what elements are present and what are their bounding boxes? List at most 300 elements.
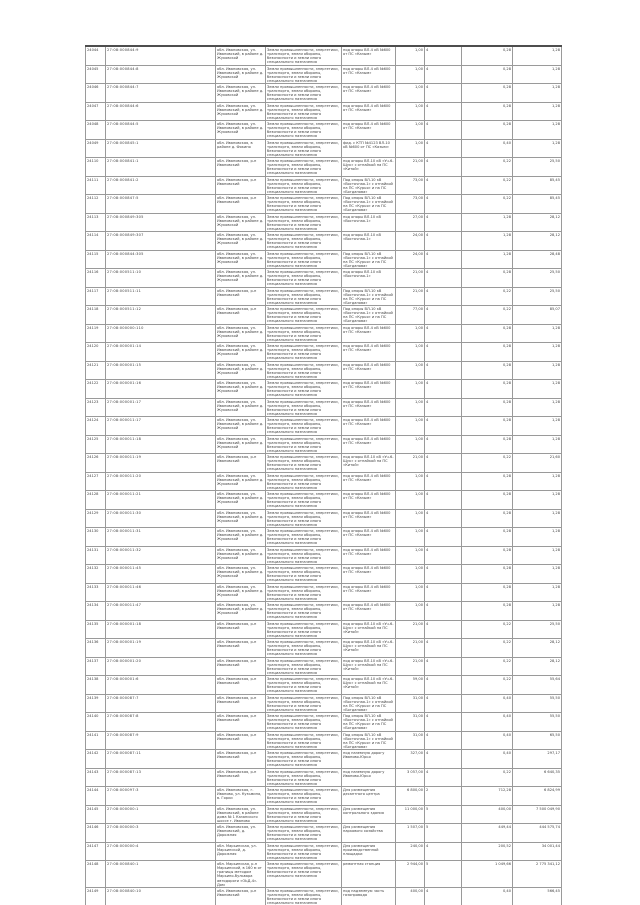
cell-code: 4 — [425, 65, 462, 84]
cell-location: обл. Ивановская, ул. Ивановский, в районе д. Жуковской — [216, 565, 266, 584]
cell-payment: 0,28 — [462, 398, 513, 417]
cell-permitted-use: фид. с КТП №4123 ВЛ-10 кВ №600 от ПС «Казым» — [342, 139, 396, 158]
table-row — [86, 509, 562, 528]
cell-code: 4 — [425, 676, 462, 695]
cell-area: 59,00 — [396, 676, 425, 695]
cell-total: 6 640,35 — [513, 768, 562, 787]
cell-area: 77,00 — [396, 306, 425, 325]
table-row — [86, 417, 562, 436]
cell-total: 28,48 — [513, 250, 562, 269]
table-body — [86, 46, 562, 905]
cell-total: 566,45 — [513, 887, 562, 905]
cell-permitted-use: под надземную часть газопровода — [342, 887, 396, 905]
cell-row-id: 24146 — [86, 824, 106, 843]
cell-location: обл. Ивановская, р-н Ивановский — [216, 195, 266, 214]
cell-land-category: Земли промышленности, энергетики, транспорта, земли обороны, безопасности и земли иного специального назначения — [266, 787, 342, 806]
cell-cadastral-number: 27:08:000001:20 — [106, 657, 216, 676]
cell-payment: 0,22 — [462, 657, 513, 676]
cell-location: обл. Ивановская, ул. Ивановский, в районе д. Жуковской — [216, 102, 266, 121]
table-row — [86, 65, 562, 84]
cell-payment: 0,28 — [462, 602, 513, 621]
cell-code: 4 — [425, 565, 462, 584]
cell-payment: 0,40 — [462, 750, 513, 769]
cell-row-id: 24127 — [86, 472, 106, 491]
cell-row-id: 24145 — [86, 805, 106, 824]
cell-permitted-use: Для размещения паркового хозяйства — [342, 824, 396, 843]
cell-payment: 0,28 — [462, 46, 513, 65]
table-row — [86, 602, 562, 621]
cell-land-category: Земли промышленности, энергетики, транспорта, земли обороны, безопасности и земли иного специального назначения — [266, 435, 342, 454]
cell-permitted-use: под опоры ВЛ-4 кВ №600 от ПС «Казым» — [342, 65, 396, 84]
cell-area: 1,00 — [396, 46, 425, 65]
cell-area: 1,00 — [396, 472, 425, 491]
table-row — [86, 787, 562, 806]
cell-land-category: Земли промышленности, энергетики, транспорта, земли обороны, безопасности и земли иного специального назначения — [266, 824, 342, 843]
cell-location: обл. Ивановская, р-н Ивановский — [216, 657, 266, 676]
cell-payment: 0,22 — [462, 287, 513, 306]
cell-land-category: Земли промышленности, энергетики, транспорта, земли обороны, безопасности и земли иного специального назначения — [266, 139, 342, 158]
cell-cadastral-number: 27:08:000841:2 — [106, 176, 216, 195]
table-row — [86, 176, 562, 195]
cell-row-id: 24138 — [86, 676, 106, 695]
cell-location: обл. Ивановская, р-н Ивановский — [216, 676, 266, 695]
cell-permitted-use: ремонтная станция — [342, 861, 396, 888]
cell-land-category: Земли промышленности, энергетики, транспорта, земли обороны, безопасности и земли иного специального назначения — [266, 842, 342, 861]
cell-land-category: Земли промышленности, энергетики, транспорта, земли обороны, безопасности и земли иного специального назначения — [266, 639, 342, 658]
cell-cadastral-number: 27:08:000001:15 — [106, 361, 216, 380]
cell-payment: 1,28 — [462, 213, 513, 232]
cell-total: 1,28 — [513, 343, 562, 362]
cell-permitted-use: под опоры ВЛ-4 кВ №600 от ПС «Казым» — [342, 324, 396, 343]
cell-area: 1,00 — [396, 361, 425, 380]
cell-payment: 200,52 — [462, 842, 513, 861]
cell-area: 1 507,00 — [396, 824, 425, 843]
cell-area: 1,00 — [396, 324, 425, 343]
cell-cadastral-number: 27:08:000001:19 — [106, 639, 216, 658]
cell-land-category: Земли промышленности, энергетики, транспорта, земли обороны, безопасности и земли иного специального назначения — [266, 213, 342, 232]
cell-code: 4 — [425, 324, 462, 343]
cell-location: обл. Ивановская, ул. Ивановский, в районе д. Жуковской — [216, 491, 266, 510]
cell-row-id: 24111 — [86, 176, 106, 195]
cell-area: 27,00 — [396, 213, 425, 232]
cell-permitted-use: под опоры ВЛ-10 кВ «Уч-6-Щук» с отпайкой на ПС «Китой» — [342, 158, 396, 177]
cell-total: 25,50 — [513, 269, 562, 288]
cell-area: 1,00 — [396, 528, 425, 547]
cell-cadastral-number: 27:08:000011:20 — [106, 472, 216, 491]
cell-permitted-use: Для размещения контрольного здания — [342, 805, 396, 824]
cell-payment: 0,28 — [462, 102, 513, 121]
cell-payment: 0,22 — [462, 158, 513, 177]
cell-payment: 400,00 — [462, 805, 513, 824]
cell-payment: 0,28 — [462, 435, 513, 454]
cell-permitted-use: под опоры ВЛ-4 кВ №600 от ПС «Казым» — [342, 509, 396, 528]
table-row — [86, 472, 562, 491]
cell-land-category: Земли промышленности, энергетики, транспорта, земли обороны, безопасности и земли иного специального назначения — [266, 306, 342, 325]
cell-total: 1,28 — [513, 509, 562, 528]
cell-permitted-use: Под опоры ВЛ-10 кВ «Восточная-1» с отпайкой на ПС «Курья» и на ПС «Богданова» — [342, 731, 396, 750]
cell-code: 5 — [425, 861, 462, 888]
cell-payment: 0,28 — [462, 491, 513, 510]
table-row — [86, 195, 562, 214]
cell-land-category: Земли промышленности, энергетики, транспорта, земли обороны, безопасности и земли иного специального назначения — [266, 121, 342, 140]
cell-code: 4 — [425, 509, 462, 528]
cell-payment: 0,22 — [462, 306, 513, 325]
cell-code: 2 — [425, 787, 462, 806]
cell-row-id: 24122 — [86, 380, 106, 399]
cell-area: 1,00 — [396, 84, 425, 103]
cell-area: 1,00 — [396, 139, 425, 158]
cell-payment: 0,28 — [462, 121, 513, 140]
cell-land-category: Земли промышленности, энергетики, транспорта, земли обороны, безопасности и земли иного специального назначения — [266, 454, 342, 473]
cell-code: 4 — [425, 583, 462, 602]
cell-location: обл. Ивановская, ул. Ивановский, в районе д. Жуковской — [216, 472, 266, 491]
cell-payment: 0,22 — [462, 620, 513, 639]
cell-row-id: 24134 — [86, 602, 106, 621]
cell-location: обл. Ивановская, ул. Ивановский, в районе д. Жуковской — [216, 65, 266, 84]
cell-location: обл. Ивановская, ул. Ивановский, в районе д. Жуковской — [216, 435, 266, 454]
cell-payment: 0,40 — [462, 139, 513, 158]
cell-land-category: Земли промышленности, энергетики, транспорта, земли обороны, безопасности и земли иного специального назначения — [266, 287, 342, 306]
cell-row-id: 24119 — [86, 324, 106, 343]
cell-area: 21,00 — [396, 620, 425, 639]
cell-land-category: Земли промышленности, энергетики, транспорта, земли обороны, безопасности и земли иного специального назначения — [266, 805, 342, 824]
table-row — [86, 824, 562, 843]
cell-payment: 0,22 — [462, 195, 513, 214]
cell-code: 4 — [425, 546, 462, 565]
cell-location: обл. Ивановская, г. Иваново, ул. Кузьмина, в. Горки — [216, 787, 266, 806]
cell-location: обл. Ивановская, ул. Ивановский, в районе д. Жуковской — [216, 213, 266, 232]
cell-area: 21,00 — [396, 269, 425, 288]
cell-area: 31,00 — [396, 694, 425, 713]
cell-total: 34 001,44 — [513, 842, 562, 861]
table-row — [86, 46, 562, 65]
cell-code: 4 — [425, 269, 462, 288]
cell-cadastral-number: 27:08:000511:10 — [106, 269, 216, 288]
cell-total: 1,28 — [513, 398, 562, 417]
cell-area: 1,00 — [396, 565, 425, 584]
cell-land-category: Земли промышленности, энергетики, транспорта, земли обороны, безопасности и земли иного специального назначения — [266, 250, 342, 269]
cell-area: 1,00 — [396, 380, 425, 399]
table-row — [86, 158, 562, 177]
cell-total: 28,12 — [513, 639, 562, 658]
cell-payment: 0,28 — [462, 528, 513, 547]
cell-code: 4 — [425, 639, 462, 658]
cell-cadastral-number: 27:08:000087:11 — [106, 750, 216, 769]
cell-permitted-use: под опоры ВЛ-4 кВ №600 от ПС «Казым» — [342, 46, 396, 65]
cell-cadastral-number: 27:08:000001:17 — [106, 398, 216, 417]
cell-cadastral-number: 27:08:000844:9 — [106, 46, 216, 65]
table-row — [86, 491, 562, 510]
cell-code: 4 — [425, 491, 462, 510]
cell-row-id: 24046 — [86, 84, 106, 103]
cell-row-id: 24135 — [86, 620, 106, 639]
cell-land-category: Земли промышленности, энергетики, транспорта, земли обороны, безопасности и земли иного специального назначения — [266, 65, 342, 84]
cell-payment: 0,28 — [462, 343, 513, 362]
cell-payment: 0,28 — [462, 84, 513, 103]
cell-location: обл. Ивановская, ул. Ивановский, в районе д. Жуковской — [216, 324, 266, 343]
cell-location: обл. Ивановская, р-н Ивановский — [216, 713, 266, 732]
cell-location: обл. Ивановская, р-н Ивановский — [216, 694, 266, 713]
cell-area: 11 000,00 — [396, 805, 425, 824]
cell-land-category: Земли промышленности, энергетики, транспорта, земли обороны, безопасности и земли иного специального назначения — [266, 380, 342, 399]
cell-code: 4 — [425, 694, 462, 713]
cell-cadastral-number: 27:08:000011:17 — [106, 417, 216, 436]
cell-area: 31,00 — [396, 713, 425, 732]
cell-permitted-use: под опоры ВЛ-4 кВ №600 от ПС «Казым» — [342, 583, 396, 602]
cell-total: 1,28 — [513, 380, 562, 399]
cell-location: обл. Ивановская, р-н Ивановский — [216, 639, 266, 658]
cell-total: 55,50 — [513, 694, 562, 713]
cell-payment: 0,40 — [462, 731, 513, 750]
cell-area: 21,00 — [396, 454, 425, 473]
cell-code: 4 — [425, 287, 462, 306]
cell-code: 4 — [425, 158, 462, 177]
table-row — [86, 805, 562, 824]
cell-row-id: 24143 — [86, 768, 106, 787]
cell-cadastral-number: 27:08:000011:31 — [106, 528, 216, 547]
cell-location: обл. Ивановская, р-н Ивановский — [216, 454, 266, 473]
cell-location: обл. Ивановская, р-н Ивановский — [216, 731, 266, 750]
cell-row-id: 24130 — [86, 528, 106, 547]
cell-location: обл. Ивановская, ул. Ивановский, д. Дорожная — [216, 824, 266, 843]
cell-land-category: Земли промышленности, энергетики, транспорта, земли обороны, безопасности и земли иного специального назначения — [266, 472, 342, 491]
cell-permitted-use: под опоры ВЛ-4 кВ №600 от ПС «Казым» — [342, 528, 396, 547]
cell-area: 327,00 — [396, 750, 425, 769]
cell-permitted-use: под опоры ВЛ-4 кВ №600 от ПС «Казым» — [342, 602, 396, 621]
cell-row-id: 24131 — [86, 546, 106, 565]
cell-row-id: 24125 — [86, 435, 106, 454]
cell-total: 6 824,99 — [513, 787, 562, 806]
cell-row-id: 24117 — [86, 287, 106, 306]
table-row — [86, 731, 562, 750]
cell-code: 4 — [425, 380, 462, 399]
cell-row-id: 24112 — [86, 195, 106, 214]
cell-land-category: Земли промышленности, энергетики, транспорта, земли обороны, безопасности и земли иного специального назначения — [266, 491, 342, 510]
cell-total: 65,50 — [513, 731, 562, 750]
cell-total: 1,28 — [513, 491, 562, 510]
cell-land-category: Земли промышленности, энергетики, транспорта, земли обороны, безопасности и земли иного специального назначения — [266, 861, 342, 888]
cell-total: 444 575,74 — [513, 824, 562, 843]
cell-code: 4 — [425, 417, 462, 436]
cell-area: 73,00 — [396, 176, 425, 195]
table-row — [86, 361, 562, 380]
cell-land-category: Земли промышленности, энергетики, транспорта, земли обороны, безопасности и земли иного специального назначения — [266, 176, 342, 195]
cell-cadastral-number: 27:08:000011:46 — [106, 583, 216, 602]
cell-permitted-use: под опоры ВЛ-10 кВ «Уч-6-Щук» с отпайкой на ПС «Китой» — [342, 676, 396, 695]
table-row — [86, 768, 562, 787]
cell-payment: 0,22 — [462, 176, 513, 195]
cell-row-id: 24044 — [86, 46, 106, 65]
cell-land-category: Земли промышленности, энергетики, транспорта, земли обороны, безопасности и земли иного специального назначения — [266, 694, 342, 713]
cell-location: обл. Ивановская, ул. Ивановский, в районе д. Жуковской — [216, 343, 266, 362]
cell-cadastral-number: 27:08:000011:47 — [106, 602, 216, 621]
cell-code: 4 — [425, 887, 462, 905]
table-row — [86, 657, 562, 676]
cell-permitted-use: под опоры ВЛ-4 кВ №600 от ПС «Казым» — [342, 343, 396, 362]
cell-total: 2 775 341,12 — [513, 861, 562, 888]
cell-location: обл. Ивановская, ул. Ивановский, в районе д. Жуковской — [216, 84, 266, 103]
cell-total: 1,28 — [513, 361, 562, 380]
cell-payment: 0,22 — [462, 639, 513, 658]
cell-area: 21,00 — [396, 639, 425, 658]
cell-land-category: Земли промышленности, энергетики, транспорта, земли обороны, безопасности и земли иного специального назначения — [266, 46, 342, 65]
cell-payment: 0,28 — [462, 565, 513, 584]
cell-total: 1,28 — [513, 417, 562, 436]
cell-total: 85,45 — [513, 176, 562, 195]
cell-row-id: 24115 — [86, 250, 106, 269]
cell-total: 1,28 — [513, 435, 562, 454]
cell-code: 4 — [425, 213, 462, 232]
cell-total: 25,50 — [513, 620, 562, 639]
cell-land-category: Земли промышленности, энергетики, транспорта, земли обороны, безопасности и земли иного специального назначения — [266, 620, 342, 639]
cell-location: обл. Ивановская, ул. Ивановский, в районе д. Жуковской — [216, 528, 266, 547]
cell-permitted-use: под опоры ВЛ-4 кВ №600 от ПС «Казым» — [342, 565, 396, 584]
cell-row-id: 24140 — [86, 713, 106, 732]
cell-land-category: Земли промышленности, энергетики, транспорта, земли обороны, безопасности и земли иного специального назначения — [266, 565, 342, 584]
table-row — [86, 565, 562, 584]
table-row — [86, 546, 562, 565]
cell-payment: 712,28 — [462, 787, 513, 806]
cell-land-category: Земли промышленности, энергетики, транспорта, земли обороны, безопасности и земли иного специального назначения — [266, 731, 342, 750]
cell-location: обл. Ивановская, ул. Ивановский, в районе дома № 1 Казанского шоссе г. Иваново — [216, 805, 266, 824]
cell-total: 1,28 — [513, 102, 562, 121]
cell-area: 6 800,00 — [396, 787, 425, 806]
table-row — [86, 232, 562, 251]
cell-row-id: 24128 — [86, 491, 106, 510]
cell-area: 1,00 — [396, 491, 425, 510]
cell-cadastral-number: 27:08:000844:5 — [106, 121, 216, 140]
cell-code: 4 — [425, 657, 462, 676]
cell-location: обл. Ивановская, ул. Ивановский, в районе д. Жуковской — [216, 417, 266, 436]
cell-cadastral-number: 27:08:000011:45 — [106, 565, 216, 584]
cell-total: 55,50 — [513, 713, 562, 732]
cell-land-category: Земли промышленности, энергетики, транспорта, земли обороны, безопасности и земли иного специального назначения — [266, 324, 342, 343]
cell-total: 25,50 — [513, 158, 562, 177]
cell-permitted-use: под опоры ВЛ-4 кВ №600 от ПС «Казым» — [342, 546, 396, 565]
cell-cadastral-number: 27:08:000001:18 — [106, 620, 216, 639]
cell-permitted-use: под наземную дорогу Иваново-Юрья — [342, 750, 396, 769]
table-row — [86, 583, 562, 602]
cell-code: 4 — [425, 139, 462, 158]
cell-location: обл. Ивановская, р-н Ивановский — [216, 750, 266, 769]
cell-location: обл. Ивановская, ул. Ивановский, в районе д. Жуковской — [216, 46, 266, 65]
cell-land-category: Земли промышленности, энергетики, транспорта, земли обороны, безопасности и земли иного специального назначения — [266, 768, 342, 787]
cell-permitted-use: под наземную дорогу Иваново-Юрья — [342, 768, 396, 787]
cell-land-category: Земли промышленности, энергетики, транспорта, земли обороны, безопасности и земли иного специального назначения — [266, 583, 342, 602]
cell-permitted-use: под опоры ВЛ-4 кВ №600 от ПС «Казым» — [342, 491, 396, 510]
cell-permitted-use: Для размещения десантного центра — [342, 787, 396, 806]
cell-total: 1,28 — [513, 121, 562, 140]
cell-permitted-use: под опоры ВЛ-10 кВ «Восточная-1» — [342, 269, 396, 288]
table-row — [86, 213, 562, 232]
table-row — [86, 454, 562, 473]
cell-code: 4 — [425, 176, 462, 195]
cell-row-id: 24048 — [86, 121, 106, 140]
cell-cadastral-number: 27:08:000011:21 — [106, 491, 216, 510]
cell-total: 1,28 — [513, 602, 562, 621]
cell-area: 1,00 — [396, 509, 425, 528]
cell-row-id: 24113 — [86, 213, 106, 232]
cell-location: обл. Ивановская, ул. Ивановский, в районе д. Жуковской — [216, 509, 266, 528]
cell-row-id: 24124 — [86, 417, 106, 436]
cell-row-id: 24132 — [86, 565, 106, 584]
cell-row-id: 24144 — [86, 787, 106, 806]
cell-cadastral-number: 27:08:000840:10 — [106, 887, 216, 905]
cell-payment: 0,22 — [462, 768, 513, 787]
cell-total: 1,28 — [513, 84, 562, 103]
cell-cadastral-number: 27:08:000001:6 — [106, 676, 216, 695]
cell-total: 1,28 — [513, 546, 562, 565]
cell-row-id: 24139 — [86, 694, 106, 713]
cell-permitted-use: под опоры ВЛ-4 кВ №600 от ПС «Казым» — [342, 398, 396, 417]
table-row — [86, 84, 562, 103]
cell-location: обл. Ивановская, ул. Ивановский, в районе д. Жуковской — [216, 121, 266, 140]
cell-permitted-use: под опоры ВЛ-4 кВ №600 от ПС «Казым» — [342, 417, 396, 436]
cell-code: 4 — [425, 343, 462, 362]
cell-permitted-use: под опоры ВЛ-10 кВ «Восточная-1» — [342, 213, 396, 232]
cell-area: 73,00 — [396, 195, 425, 214]
cell-location: обл. Марьинская, ул. Марьинской, д. Дорожная — [216, 842, 266, 861]
cell-total: 28,12 — [513, 232, 562, 251]
cell-cadastral-number: 27:08:000844:7 — [106, 84, 216, 103]
cell-land-category: Земли промышленности, энергетики, транспорта, земли обороны, безопасности и земли иного специального назначения — [266, 361, 342, 380]
cell-cadastral-number: 27:08:000000:3 — [106, 824, 216, 843]
table-row — [86, 713, 562, 732]
cell-area: 21,00 — [396, 158, 425, 177]
cell-permitted-use: под опоры ВЛ-10 кВ «Уч-6-Щук» с отпайкой на ПС «Китой» — [342, 657, 396, 676]
cell-payment: 0,28 — [462, 65, 513, 84]
cell-payment: 0,28 — [462, 361, 513, 380]
cell-row-id: 24045 — [86, 65, 106, 84]
cell-payment: 0,28 — [462, 380, 513, 399]
cell-land-category: Земли промышленности, энергетики, транспорта, земли обороны, безопасности и земли иного специального назначения — [266, 546, 342, 565]
cell-location: обл. Ивановская, в районе д. Фокино — [216, 139, 266, 158]
cell-land-category: Земли промышленности, энергетики, транспорта, земли обороны, безопасности и земли иного специального назначения — [266, 417, 342, 436]
cell-land-category: Земли промышленности, энергетики, транспорта, земли обороны, безопасности и земли иного специального назначения — [266, 269, 342, 288]
cell-location: обл. Ивановская, р-н Ивановский — [216, 158, 266, 177]
cell-permitted-use: под опоры ВЛ-4 кВ №600 от ПС «Казым» — [342, 102, 396, 121]
cell-land-category: Земли промышленности, энергетики, транспорта, земли обороны, безопасности и земли иного специального назначения — [266, 657, 342, 676]
cell-cadastral-number: 27:08:000841:1 — [106, 158, 216, 177]
cell-payment: 0,22 — [462, 676, 513, 695]
cell-row-id: 24047 — [86, 102, 106, 121]
cell-total: 21,60 — [513, 454, 562, 473]
cell-row-id: 24142 — [86, 750, 106, 769]
cell-total: 1,28 — [513, 583, 562, 602]
cell-land-category: Земли промышленности, энергетики, транспорта, земли обороны, безопасности и земли иного специального назначения — [266, 602, 342, 621]
cell-cadastral-number: 27:08:000849:305 — [106, 213, 216, 232]
cell-cadastral-number: 27:08:000511:11 — [106, 287, 216, 306]
cell-payment: 0,28 — [462, 324, 513, 343]
cell-permitted-use: Под опоры ВЛ-10 кВ «Восточная-1» с отпайкой на ПС «Курья» и на ПС «Богданова» — [342, 287, 396, 306]
cell-land-category: Земли промышленности, энергетики, транспорта, земли обороны, безопасности и земли иного специального назначения — [266, 232, 342, 251]
cell-area: 21,00 — [396, 657, 425, 676]
cell-code: 4 — [425, 121, 462, 140]
cell-permitted-use: под опоры ВЛ-4 кВ №600 от ПС «Казым» — [342, 435, 396, 454]
cell-area: 21,00 — [396, 287, 425, 306]
cell-land-category: Земли промышленности, энергетики, транспорта, земли обороны, безопасности и земли иного специального назначения — [266, 158, 342, 177]
cell-total: 25,50 — [513, 287, 562, 306]
cell-payment: 0,40 — [462, 694, 513, 713]
table-row — [86, 750, 562, 769]
cell-payment: 0,28 — [462, 472, 513, 491]
cell-location: обл. Ивановская, ул. Ивановский, в районе д. Жуковской — [216, 250, 266, 269]
cell-code: 4 — [425, 602, 462, 621]
cell-location: обл. Ивановская, р-н Ивановский — [216, 768, 266, 787]
cell-total: 1,28 — [513, 324, 562, 343]
table-row — [86, 250, 562, 269]
cell-cadastral-number: 27:08:000087:9 — [106, 731, 216, 750]
